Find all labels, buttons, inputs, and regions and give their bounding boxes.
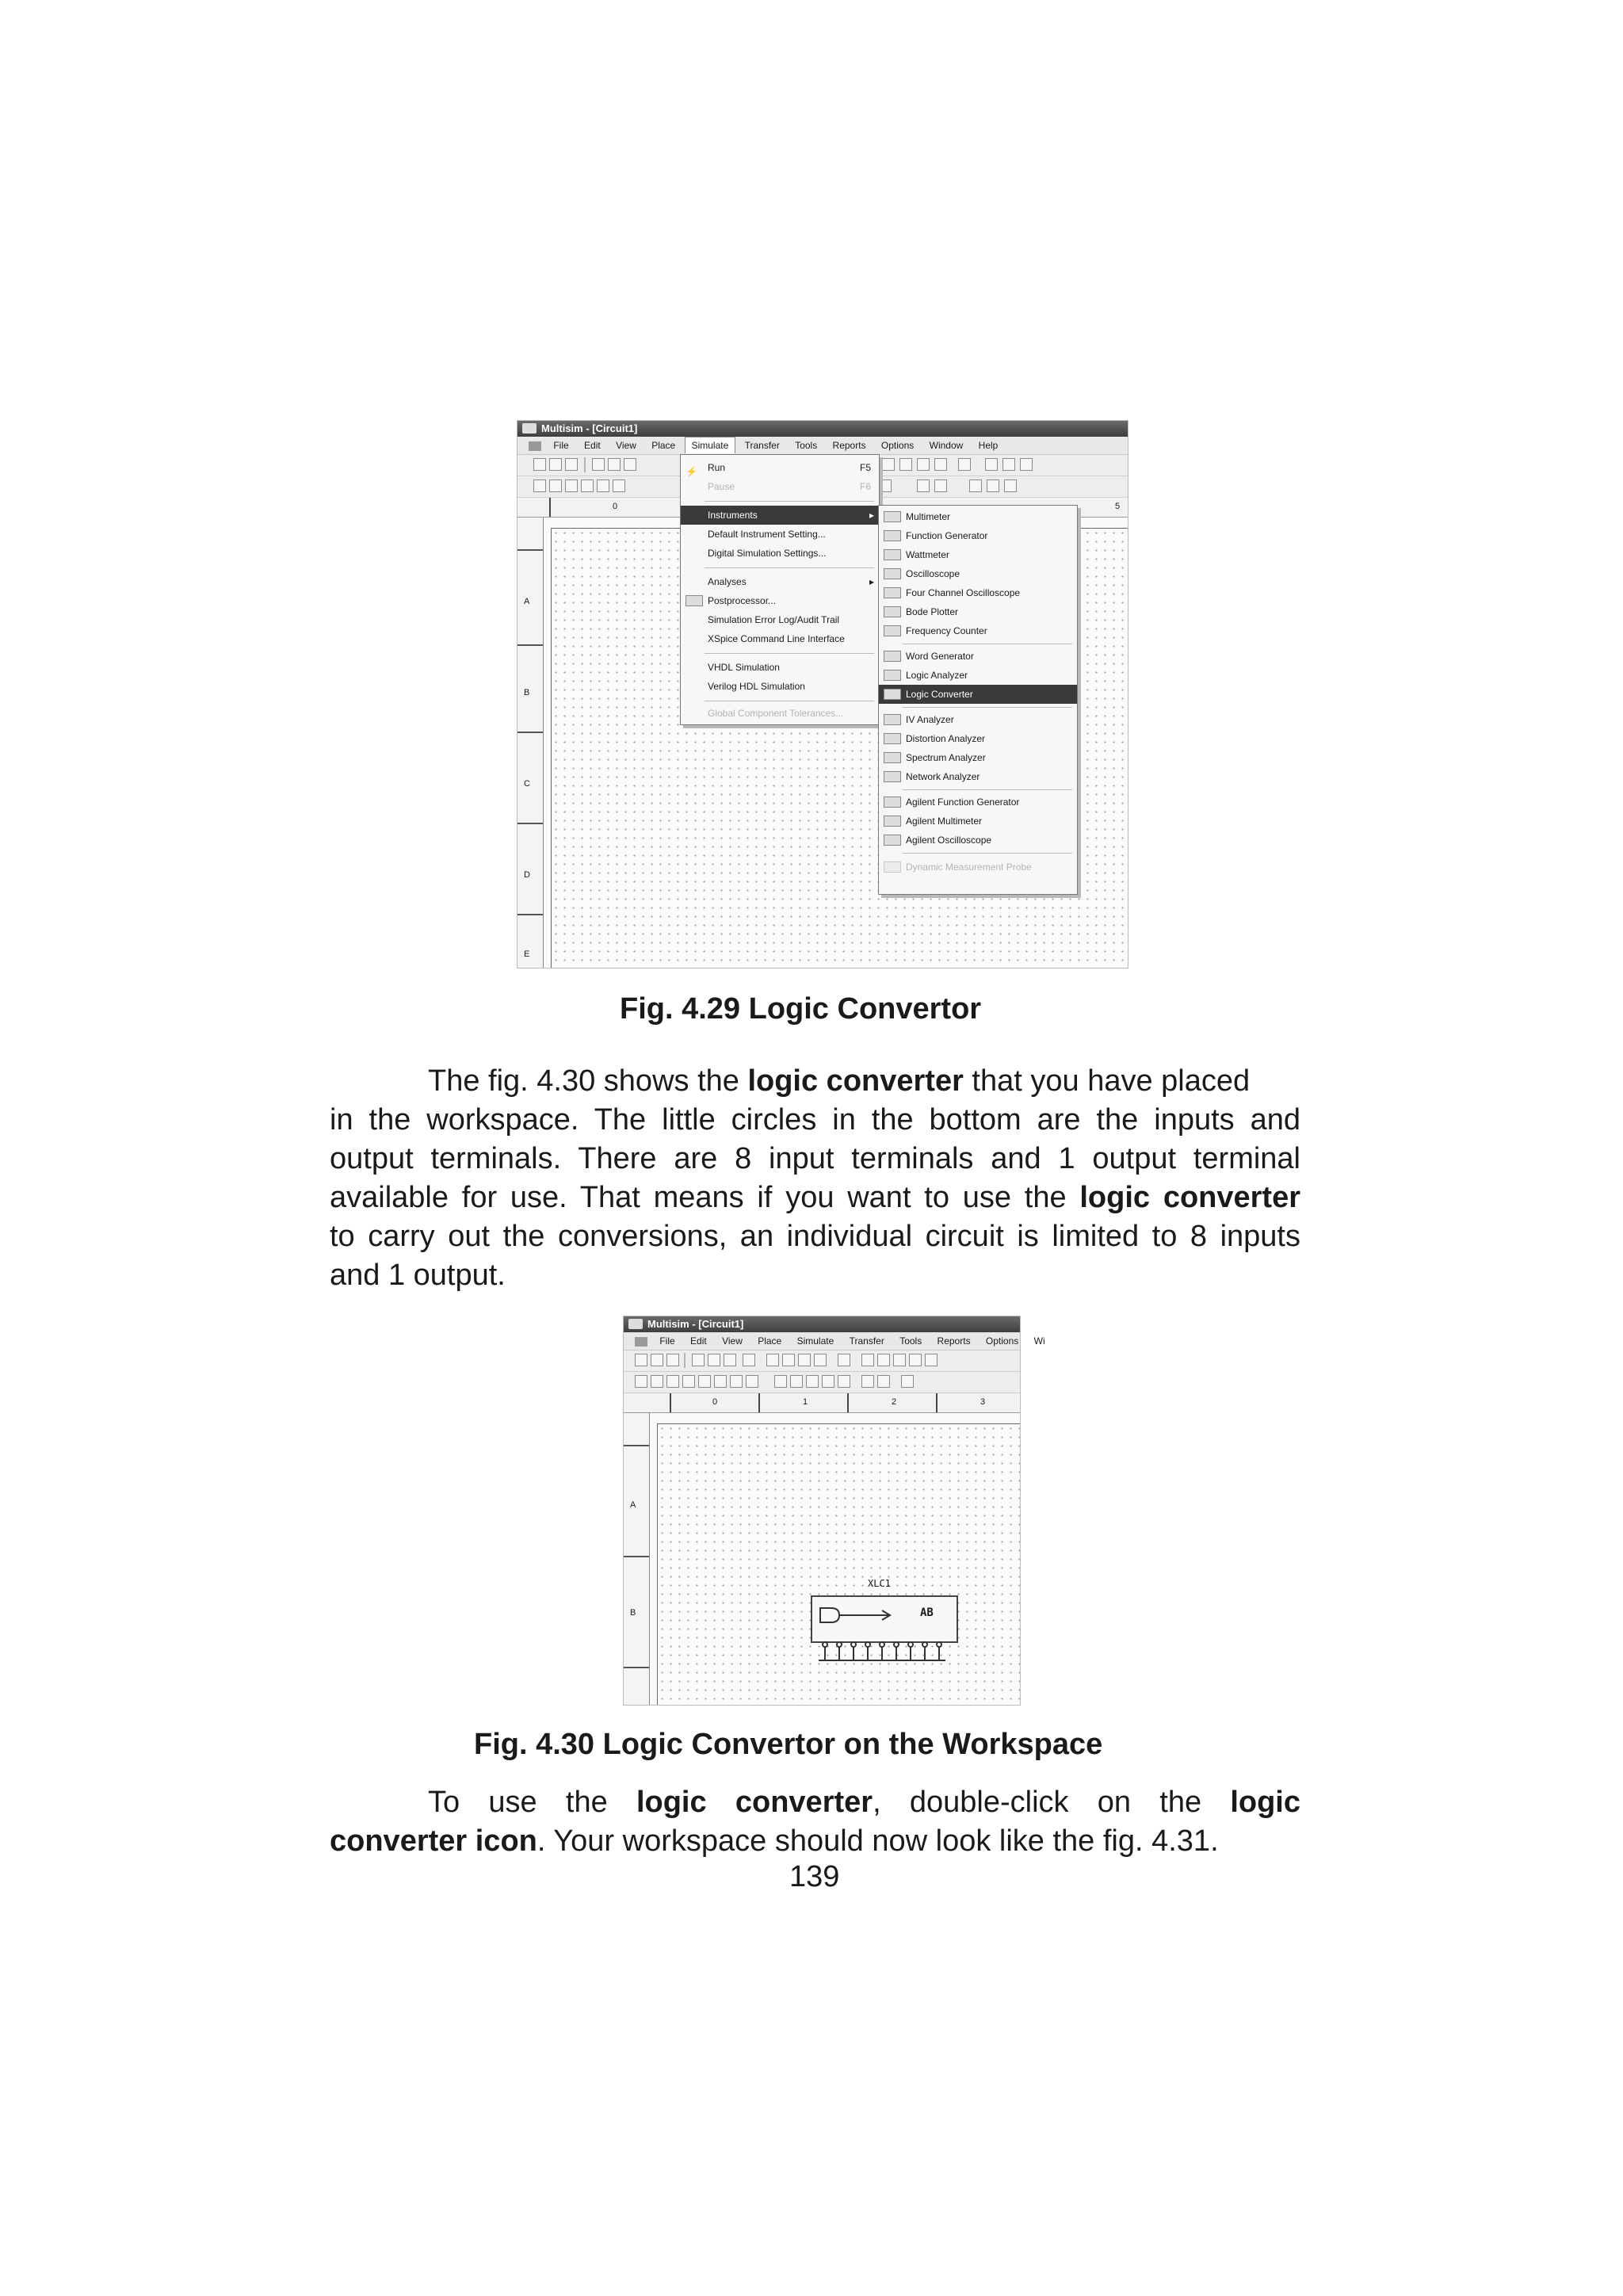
wire-icon[interactable] [882,458,895,471]
instrument-distortion-analyzer[interactable]: Distortion Analyzer [879,729,1077,748]
run-icon: ⚡ [685,466,697,477]
wire-icon[interactable] [893,1354,906,1366]
back-annotate-icon[interactable] [1020,458,1033,471]
wattmeter-icon [884,549,901,560]
instrument-agilent-multimeter[interactable]: Agilent Multimeter [879,812,1077,831]
menu-item-analyses[interactable]: Analyses ▸ [681,572,879,591]
menu-help[interactable]: Help [978,440,999,451]
menu-options[interactable]: Options [985,1335,1019,1347]
text-tool-icon[interactable] [901,1375,914,1388]
opamp-icon[interactable] [613,479,625,492]
instrument-oscilloscope[interactable]: Oscilloscope [879,564,1077,583]
menu-simulate[interactable]: Simulate [796,1335,834,1347]
rf-icon[interactable] [806,1375,819,1388]
bode-plotter-icon [884,606,901,617]
menu-bar [517,437,1128,455]
window-title: Multisim - [Circuit1] [541,422,638,434]
window-title: Multisim - [Circuit1] [647,1318,744,1330]
new-file-icon[interactable] [533,458,546,471]
waveform-icon[interactable] [934,458,947,471]
distortion-analyzer-icon [884,733,901,744]
menu-reports[interactable]: Reports [832,440,866,451]
body-paragraph: To use the logic converter, double-click on the logic converter icon. Your workspace should now look like the fig. 4.31. [330,1786,1301,1858]
simulate-menu [680,454,880,725]
menu-simulate[interactable]: Simulate [685,437,736,453]
misc-icon[interactable] [790,1375,803,1388]
transistor-icon[interactable] [597,479,609,492]
open-folder-icon[interactable] [549,458,562,471]
menu-item-xspice-command-line[interactable]: XSpice Command Line Interface [708,633,845,644]
output-label: AB [920,1606,934,1619]
line-tool-icon[interactable] [934,479,947,492]
four-channel-oscilloscope-icon [884,587,901,598]
zoom-out-icon[interactable] [782,1354,795,1366]
resistor-icon[interactable] [549,479,562,492]
square-wave-icon[interactable] [861,1375,874,1388]
transistor-icon[interactable] [698,1375,711,1388]
row-label: B [524,688,530,697]
logic-converter-icon [884,689,901,700]
capacitor-icon[interactable] [565,479,578,492]
instrument-agilent-oscilloscope[interactable]: Agilent Oscilloscope [879,831,1077,850]
submenu-arrow-icon: ▸ [869,576,874,587]
source-icon[interactable] [635,1375,647,1388]
diode-icon[interactable] [581,479,594,492]
database-icon[interactable] [985,458,998,471]
instrument-network-analyzer[interactable]: Network Analyzer [879,767,1077,786]
menu-view[interactable]: View [722,1335,743,1347]
menu-item-pause: Pause F6 [708,481,871,492]
indicator-icon[interactable] [774,1375,787,1388]
figure-caption: Fig. 4.29 Logic Convertor [620,992,982,1026]
logic-analyzer-icon [884,670,901,681]
horizontal-ruler [624,1393,1020,1413]
figure-4-29-screenshot [517,420,1128,968]
window-title-bar [517,421,1128,437]
opamp-icon[interactable] [714,1375,727,1388]
menu-item-simulation-error-log[interactable]: Simulation Error Log/Audit Trail [708,614,840,625]
window-title-bar [624,1316,1020,1332]
iv-analyzer-icon [884,714,901,725]
capacitor-icon[interactable] [666,1375,679,1388]
row-label: A [524,597,530,606]
arc-tool-icon[interactable] [1004,479,1017,492]
component-reference-label: XLC1 [868,1578,891,1589]
menu-bar [624,1332,1045,1350]
instrument-four-channel-oscilloscope[interactable]: Four Channel Oscilloscope [879,583,1077,602]
spreadsheet-icon[interactable] [958,458,971,471]
open-folder-icon[interactable] [651,1354,663,1366]
menu-place[interactable]: Place [758,1335,782,1347]
cmos-icon[interactable] [746,1375,758,1388]
agilent-function-generator-icon [884,797,901,808]
database-icon[interactable] [877,1354,890,1366]
menu-tools[interactable]: Tools [795,440,818,451]
row-label: E [524,949,530,959]
row-label-column [517,518,544,968]
postprocessor-icon [685,595,703,606]
probe-icon[interactable] [909,1354,922,1366]
document-icon [529,441,541,451]
menu-file[interactable]: File [659,1335,675,1347]
figure-4-30-screenshot [623,1316,1045,1706]
row-label-column [624,1413,650,1705]
instrument-logic-converter[interactable]: Logic Converter [879,685,1077,704]
component-icon[interactable] [838,1354,850,1366]
zoom-fit-icon[interactable] [814,1354,827,1366]
agilent-multimeter-icon [884,816,901,827]
instrument-multimeter[interactable]: Multimeter [879,507,1077,526]
instrument-function-generator[interactable]: Function Generator [879,526,1077,545]
probe-icon[interactable] [899,458,912,471]
row-label: A [630,1500,636,1510]
components-toolbar [624,1372,1020,1393]
ruler-label: 0 [712,1397,718,1407]
row-label: C [524,779,530,789]
diode-icon[interactable] [682,1375,695,1388]
electromechanical-icon[interactable] [822,1375,834,1388]
menu-item-verilog-hdl-simulation[interactable]: Verilog HDL Simulation [708,681,805,692]
ruler-label: 0 [613,502,618,511]
agilent-oscilloscope-icon [884,835,901,846]
instrument-bode-plotter[interactable]: Bode Plotter [879,602,1077,621]
transfer-icon[interactable] [1002,458,1015,471]
new-file-icon[interactable] [635,1354,647,1366]
ladder-icon[interactable] [838,1375,850,1388]
zoom-area-icon[interactable] [798,1354,811,1366]
menu-reports[interactable]: Reports [937,1335,971,1347]
print-icon[interactable] [743,1354,755,1366]
logic-converter-symbol-icon [817,1603,920,1627]
menu-item-instruments[interactable]: Instruments ▸ [681,506,879,525]
multisim-app-icon [628,1319,643,1329]
paste-icon[interactable] [624,458,636,471]
main-toolbar [624,1350,1020,1372]
logic-converter-component[interactable] [808,1578,961,1660]
toolbar-separator [584,457,586,472]
menu-item-digital-simulation-settings[interactable]: Digital Simulation Settings... [708,548,827,559]
square-wave-icon[interactable] [879,479,892,492]
menu-window[interactable]: Window [929,440,964,451]
source-icon[interactable] [533,479,546,492]
submenu-arrow-icon: ▸ [869,510,874,521]
page-number: 139 [789,1860,840,1893]
document-icon [635,1337,647,1347]
menu-options[interactable]: Options [880,440,915,451]
instrument-dynamic-measurement-probe: Dynamic Measurement Probe [879,858,1077,877]
word-generator-icon [884,651,901,662]
row-label: B [630,1608,636,1618]
ruler-label: 5 [1115,502,1121,511]
figure-caption: Fig. 4.30 Logic Convertor on the Workspace [474,1728,1103,1761]
spectrum-analyzer-icon [884,752,901,763]
oscilloscope-icon [884,568,901,579]
grapher-icon[interactable] [917,458,930,471]
instruments-submenu [878,505,1078,895]
multimeter-icon [884,511,901,522]
copy-icon[interactable] [608,458,621,471]
multisim-app-icon [522,423,537,434]
grapher-icon[interactable] [925,1354,938,1366]
cut-icon[interactable] [692,1354,705,1366]
instrument-frequency-counter[interactable]: Frequency Counter [879,621,1077,640]
menu-file[interactable]: File [553,440,569,451]
menu-transfer[interactable]: Transfer [744,440,780,451]
instrument-agilent-function-generator[interactable]: Agilent Function Generator [879,793,1077,812]
cut-icon[interactable] [592,458,605,471]
ruler-label: 3 [980,1397,986,1407]
terminal-pins [808,1640,961,1664]
ruler-label: 1 [803,1397,808,1407]
body-paragraph: The fig. 4.30 shows the logic converter that you have placed in the workspace. The little circles in the bottom are the inputs and output terminals. There are 8 input terminals and 1 output terminal available for use. That means if you want to use the logic converter to carry out the conversions, an individual circuit is limited to 8 inputs and 1 output. [330,1064,1301,1292]
paste-icon[interactable] [724,1354,736,1366]
instrument-logic-analyzer[interactable]: Logic Analyzer [879,666,1077,685]
instrument-iv-analyzer[interactable]: IV Analyzer [879,710,1077,729]
rectangle-tool-icon[interactable] [969,479,982,492]
spreadsheet-icon[interactable] [861,1354,874,1366]
ruler-label: 2 [892,1397,897,1407]
frequency-counter-icon [884,625,901,636]
menu-item-default-instrument-setting[interactable]: Default Instrument Setting... [708,529,826,540]
menu-item-vhdl-simulation[interactable]: VHDL Simulation [708,662,780,673]
measurement-probe-icon [884,861,901,873]
menu-item-postprocessor[interactable]: Postprocessor... [681,591,879,610]
resistor-icon[interactable] [651,1375,663,1388]
menu-edit[interactable]: Edit [584,440,601,451]
menu-window[interactable]: Wi [1033,1335,1045,1347]
instrument-wattmeter[interactable]: Wattmeter [879,545,1077,564]
menu-item-run[interactable]: ⚡ Run F5 [685,462,871,477]
text-tool-icon[interactable] [917,479,930,492]
menu-item-global-component-tolerances: Global Component Tolerances... [708,708,844,719]
save-icon[interactable] [565,458,578,471]
network-analyzer-icon [884,771,901,782]
menu-transfer[interactable]: Transfer [849,1335,884,1347]
instrument-spectrum-analyzer[interactable]: Spectrum Analyzer [879,748,1077,767]
menu-tools[interactable]: Tools [899,1335,922,1347]
ellipse-tool-icon[interactable] [987,479,999,492]
function-generator-icon [884,530,901,541]
menu-view[interactable]: View [616,440,636,451]
copy-icon[interactable] [708,1354,720,1366]
hierarchical-icon[interactable] [877,1375,890,1388]
ttl-icon[interactable] [730,1375,743,1388]
instrument-word-generator[interactable]: Word Generator [879,647,1077,666]
zoom-in-icon[interactable] [766,1354,779,1366]
menu-edit[interactable]: Edit [690,1335,707,1347]
row-label: D [524,870,530,880]
menu-place[interactable]: Place [651,440,676,451]
save-icon[interactable] [666,1354,679,1366]
